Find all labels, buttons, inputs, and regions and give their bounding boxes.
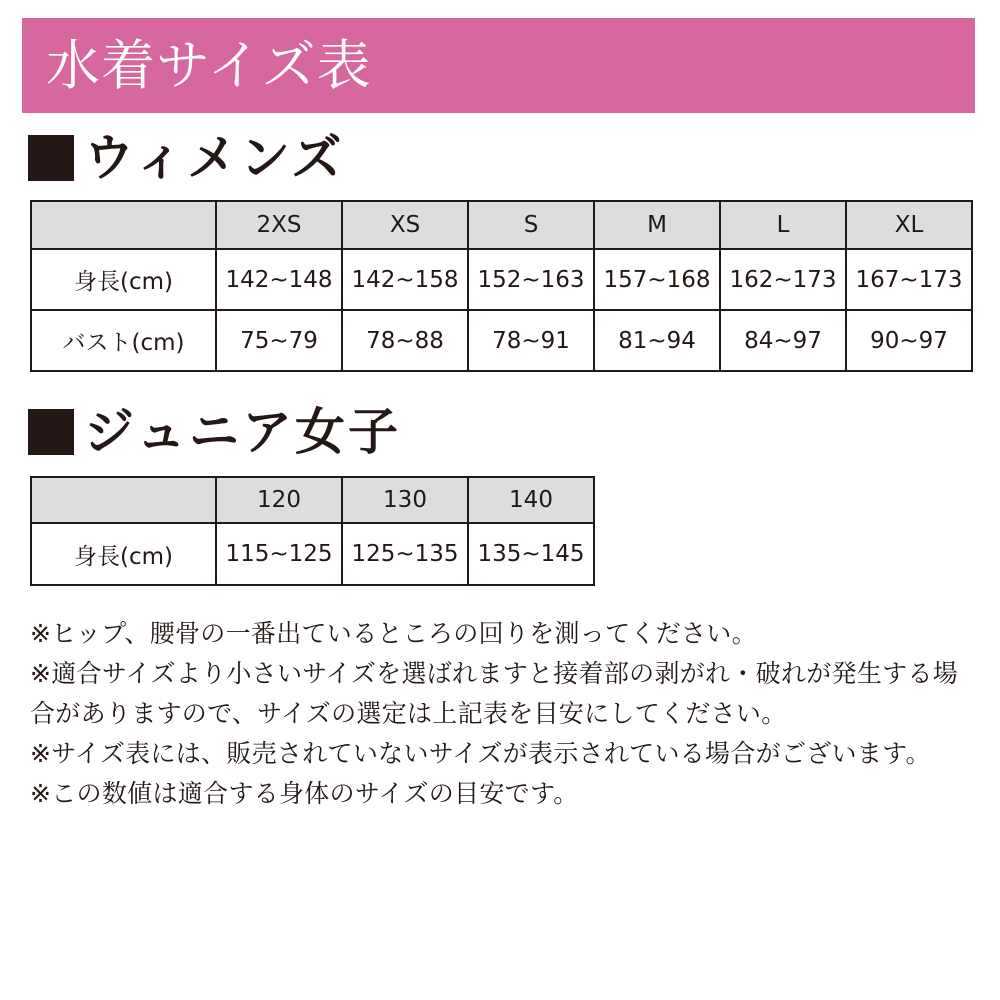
table-header-row	[31, 477, 594, 523]
table-cell: 135~145	[468, 523, 594, 585]
row-label: バスト(cm)	[31, 310, 216, 371]
table-cell: 90~97	[846, 310, 972, 371]
corner-cell	[31, 201, 216, 249]
table-row	[31, 249, 972, 310]
column-header: M	[594, 201, 720, 249]
table-cell: 125~135	[342, 523, 468, 585]
corner-cell	[31, 477, 216, 523]
note-text: ※適合サイズより小さいサイズを選ばれますと接着部の剥がれ・破れが発生する場合がありますので、サイズの選定は上記表を目安にしてください。	[30, 659, 959, 728]
table-row	[31, 523, 594, 585]
column-header: XS	[342, 201, 468, 249]
table-cell: 78~91	[468, 310, 594, 371]
table-header-row	[31, 201, 972, 249]
womens-heading-label: ウィメンズ	[84, 129, 345, 187]
column-header: 140	[468, 477, 594, 523]
junior-section-heading	[28, 402, 401, 462]
square-bullet-icon	[28, 409, 74, 455]
table-cell: 142~158	[342, 249, 468, 310]
title-banner	[22, 18, 975, 113]
note-text: ※この数値は適合する身体のサイズの目安です。	[30, 779, 579, 808]
table-cell: 162~173	[720, 249, 846, 310]
square-bullet-icon	[28, 135, 74, 181]
page-title: 水着サイズ表	[46, 34, 372, 97]
column-header: L	[720, 201, 846, 249]
table-cell: 157~168	[594, 249, 720, 310]
table-cell: 81~94	[594, 310, 720, 371]
column-header: 2XS	[216, 201, 342, 249]
column-header: 120	[216, 477, 342, 523]
table-cell: 142~148	[216, 249, 342, 310]
junior-size-table	[30, 476, 595, 586]
row-label: 身長(cm)	[31, 249, 216, 310]
note-text: ※サイズ表には、販売されていないサイズが表示されている場合がございます。	[30, 739, 931, 768]
notes	[30, 614, 980, 814]
column-header: XL	[846, 201, 972, 249]
womens-section-heading	[28, 128, 345, 188]
column-header: 130	[342, 477, 468, 523]
column-header: S	[468, 201, 594, 249]
womens-size-table	[30, 200, 973, 372]
table-cell: 152~163	[468, 249, 594, 310]
table-cell: 84~97	[720, 310, 846, 371]
table-row	[31, 310, 972, 371]
table-cell: 115~125	[216, 523, 342, 585]
note-text: ※ヒップ、腰骨の一番出ているところの回りを測ってください。	[30, 619, 757, 648]
table-cell: 167~173	[846, 249, 972, 310]
row-label: 身長(cm)	[31, 523, 216, 585]
junior-heading-label: ジュニア女子	[84, 403, 401, 461]
table-cell: 75~79	[216, 310, 342, 371]
table-cell: 78~88	[342, 310, 468, 371]
